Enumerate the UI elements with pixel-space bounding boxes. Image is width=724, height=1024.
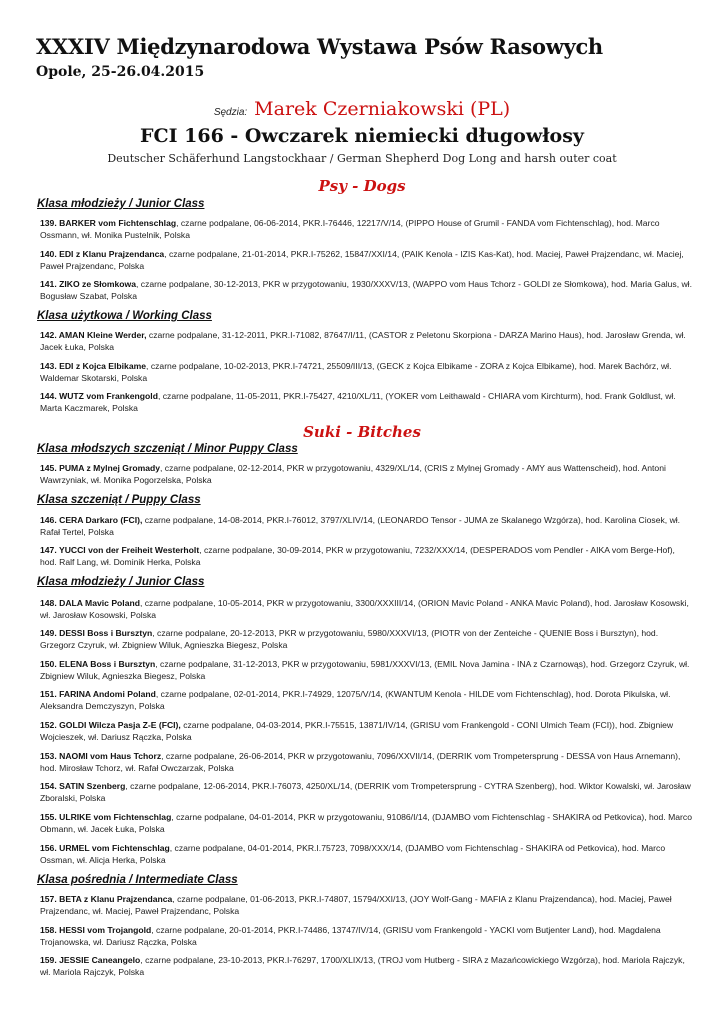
entry-name: 159. JESSIE Caneangelo [40, 955, 141, 965]
entry-150 [40, 659, 692, 682]
class-heading-dogs-working: Klasa użytkowa / Working Class [37, 310, 212, 322]
show-title: XXXIV Międzynarodowa Wystawa Psów Rasowych [36, 34, 603, 59]
entry-name: 149. DESSI Boss i Bursztyn [40, 628, 153, 638]
entry-details: , czarne podpalane, 11-05-2011, PKR.I-75427, 4210/XL/11, (YOKER vom Leithawald - CHIARA vom Kirchturm), hod. Frank Goldlust, wł. Marta Kaczmarek, Polska [40, 391, 676, 413]
entry-152 [40, 720, 692, 743]
judge-line [0, 98, 724, 120]
entry-145 [40, 463, 692, 486]
entry-details: , czarne podpalane, 30-09-2014, PKR w przygotowaniu, 7232/XXX/14, (DESPERADOS vom Pendler - AIKA vom Berge-Hof), hod. Ralf Lang, wł. Dominik Herka, Polska [40, 545, 675, 567]
entry-153 [40, 751, 692, 774]
judge-name: Marek Czerniakowski (PL) [254, 98, 511, 120]
entry-156 [40, 843, 692, 866]
entry-143 [40, 361, 692, 384]
show-date-location: Opole, 25-26.04.2015 [36, 64, 205, 80]
entry-154 [40, 781, 692, 804]
entry-details: , czarne podpalane, 30-12-2013, PKR w przygotowaniu, 1930/XXXV/13, (WAPPO vom Haus Tchorz - GOLDI ze Słomkowa), hod. Maria Galus, wł. Bogusław Szabat, Polska [40, 279, 692, 301]
entry-details: czarne podpalane, 14-08-2014, PKR.I-76012, 3797/XLIV/14, (LEONARDO Tensor - JUMA ze Skalanego Wzgórza), hod. Karolina Ciosek, wł. Rafał Tertel, Polska [40, 515, 681, 537]
entry-name: 147. YUCCI von der Freiheit Westerholt [40, 545, 200, 555]
class-heading-bitches-minor-puppy: Klasa młodszych szczeniąt / Minor Puppy Class [37, 443, 298, 455]
entry-name: 145. PUMA z Mylnej Gromady [40, 463, 161, 473]
judge-prefix: Sędzia: [213, 107, 248, 118]
entry-151 [40, 689, 692, 712]
entry-name: 148. DALA Mavic Poland [40, 598, 140, 608]
entry-name: 158. HESSI vom Trojangold [40, 925, 152, 935]
entry-155 [40, 812, 692, 835]
entry-name: 140. EDI z Klanu Prajzendanca [40, 249, 165, 259]
entry-141 [40, 279, 692, 302]
class-heading-bitches-intermediate: Klasa pośrednia / Intermediate Class [37, 874, 238, 886]
class-heading-bitches-junior: Klasa młodzieży / Junior Class [37, 576, 205, 588]
section-heading-bitches: Suki - Bitches [303, 423, 421, 441]
entry-158 [40, 925, 692, 948]
entry-details: , czarne podpalane, 04-01-2014, PKR.I.75723, 7098/XXX/14, (DJAMBO vom Fichtenschlag - SHAKIRA od Petkovica), hod. Marco Ossman, wł. Alicja Herka, Polska [40, 843, 666, 865]
entry-name: 143. EDI z Kojca Elbikame [40, 361, 147, 371]
breed-title: FCI 166 - Owczarek niemiecki długowłosy [140, 125, 584, 147]
entry-details: , czarne podpalane, 10-05-2014, PKR w przygotowaniu, 3300/XXXIII/14, (ORION Mavic Poland - ANKA Mavic Poland), hod. Jarosław Kosowski, wł. Jarosław Kosowski, Polska [40, 598, 689, 620]
entry-144 [40, 391, 692, 414]
entry-name: 153. NAOMI vom Haus Tchorz [40, 751, 162, 761]
entry-name: 144. WUTZ vom Frankengold [40, 391, 158, 401]
class-heading-bitches-puppy: Klasa szczeniąt / Puppy Class [37, 494, 201, 506]
entry-details: , czarne podpalane, 10-02-2013, PKR.I-74721, 25509/III/13, (GECK z Kojca Elbikame - ZORA z Kojca Elbikame), hod. Marek Bachórz, wł. Waldemar Skotarski, Polska [40, 361, 672, 383]
entry-details: , czarne podpalane, 20-12-2013, PKR w przygotowaniu, 5980/XXXVI/13, (PIOTR von der Zenteiche - QUENIE Boss i Bursztyn), hod. Grzegorz Czyruk, wł. Zbigniew Wiluk, Agnieszka Biegesz, Polska [40, 628, 659, 650]
entry-details: , czarne podpalane, 01-06-2013, PKR.I-74807, 15794/XXI/13, (JOY Wolf-Gang - MAFIA z Klanu Prajzendanca), hod. Maciej, Paweł Prajzendanc, wł. Maciej, Paweł Prajzendanc, Polska [40, 894, 672, 916]
entry-142 [40, 330, 692, 353]
entry-name: 157. BETA z Klanu Prajzendanca [40, 894, 173, 904]
entry-details: , czarne podpalane, 26-06-2014, PKR w przygotowaniu, 7096/XXVII/14, (DERRIK vom Trompetersprung - DESSA von Haus Arnemann), hod. Mirosław Tchorz, wł. Rafał Owczarzak, Polska [40, 751, 681, 773]
entry-details: , czarne podpalane, 02-12-2014, PKR w przygotowaniu, 4329/XL/14, (CRIS z Mylnej Gromady - AMY aus Wattenscheid), hod. Antoni Wawrzyniak, wł. Monika Pogorzelska, Polska [40, 463, 666, 485]
entry-159 [40, 955, 692, 978]
entry-details: czarne podpalane, 31-12-2011, PKR.I-71082, 87647/I/11, (CASTOR z Peletonu Skorpiona - DARZA Marino Haus), hod. Jarosław Grenda, wł. Jacek Łuka, Polska [40, 330, 686, 352]
class-heading-dogs-junior: Klasa młodzieży / Junior Class [37, 198, 205, 210]
entry-details: , czarne podpalane, 20-01-2014, PKR.I-74486, 13747/IV/14, (GRISU vom Frankengold - YACKI vom Butjenter Land), hod. Magdalena Trojanowska, wł. Dariusz Rączka, Polska [40, 925, 661, 947]
entry-details: , czarne podpalane, 12-06-2014, PKR.I-76073, 4250/XL/14, (DERRIK vom Trompetersprung - CYTRA Szenberg), hod. Wiktor Kowalski, wł. Jarosław Zboralski, Polska [40, 781, 691, 803]
entry-name: 139. BARKER vom Fichtenschlag [40, 218, 177, 228]
entry-name: 151. FARINA Andomi Poland [40, 689, 156, 699]
entry-name: 142. AMAN Kleine Werder, [40, 330, 147, 340]
entry-name: 156. URMEL vom Fichtenschlag [40, 843, 170, 853]
breed-subtitle: Deutscher Schäferhund Langstockhaar / German Shepherd Dog Long and harsh outer coat [107, 152, 617, 165]
entry-name: 150. ELENA Boss i Bursztyn [40, 659, 156, 669]
entry-name: 154. SATIN Szenberg [40, 781, 126, 791]
entry-name: 152. GOLDI Wilcza Pasja Z-E (FCI), [40, 720, 181, 730]
entry-149 [40, 628, 692, 651]
entry-name: 146. CERA Darkaro (FCI), [40, 515, 143, 525]
entry-146 [40, 515, 692, 538]
entry-details: , czarne podpalane, 23-10-2013, PKR.I-76297, 1700/XLIX/13, (TROJ vom Hutberg - SIRA z Mazańcowickiego Wzgórza), hod. Mariola Rajczyk, wł. Mariola Rajczyk, Polska [40, 955, 685, 977]
entry-157 [40, 894, 692, 917]
entry-details: , czarne podpalane, 02-01-2014, PKR.I-74929, 12075/V/14, (KWANTUM Kenola - HILDE vom Fichtenschlag), hod. Dorota Pikulska, wł. Aleksandra Demczyszyn, Polska [40, 689, 671, 711]
entry-details: , czarne podpalane, 06-06-2014, PKR.I-76446, 12217/V/14, (PIPPO House of Grumil - FANDA vom Fichtenschlag), hod. Marco Ossmann, wł. Monika Pustelnik, Polska [40, 218, 660, 240]
entry-details: , czarne podpalane, 04-01-2014, PKR w przygotowaniu, 91086/I/14, (DJAMBO vom Fichtenschlag - SHAKIRA od Petkovica), hod. Marco Obmann, wł. Jacek Łuka, Polska [40, 812, 692, 834]
entry-140 [40, 249, 692, 272]
entry-139 [40, 218, 692, 241]
entry-147 [40, 545, 692, 568]
entry-148 [40, 598, 692, 621]
entry-name: 141. ZIKO ze Słomkowa [40, 279, 136, 289]
entry-name: 155. ULRIKE vom Fichtenschlag [40, 812, 172, 822]
section-heading-dogs: Psy - Dogs [318, 177, 406, 195]
entry-details: czarne podpalane, 04-03-2014, PKR.I-75515, 13871/IV/14, (GRISU vom Frankengold - CONI Ulmich Team (FCI)), hod. Zbigniew Wojcieszek, wł. Dariusz Rączka, Polska [40, 720, 674, 742]
entry-details: , czarne podpalane, 21-01-2014, PKR.I-75262, 15847/XXI/14, (PAIK Kenola - IZIS Kas-Kat), hod. Maciej, Paweł Prajzendanc, wł. Maciej, Paweł Prajzendanc, Polska [40, 249, 684, 271]
entry-details: , czarne podpalane, 31-12-2013, PKR w przygotowaniu, 5981/XXXVI/13, (EMIL Nova Jamina - INA z Czarnowąs), hod. Grzegorz Czyruk, wł. Zbigniew Wiluk, Agnieszka Biegesz, Polska [40, 659, 690, 681]
